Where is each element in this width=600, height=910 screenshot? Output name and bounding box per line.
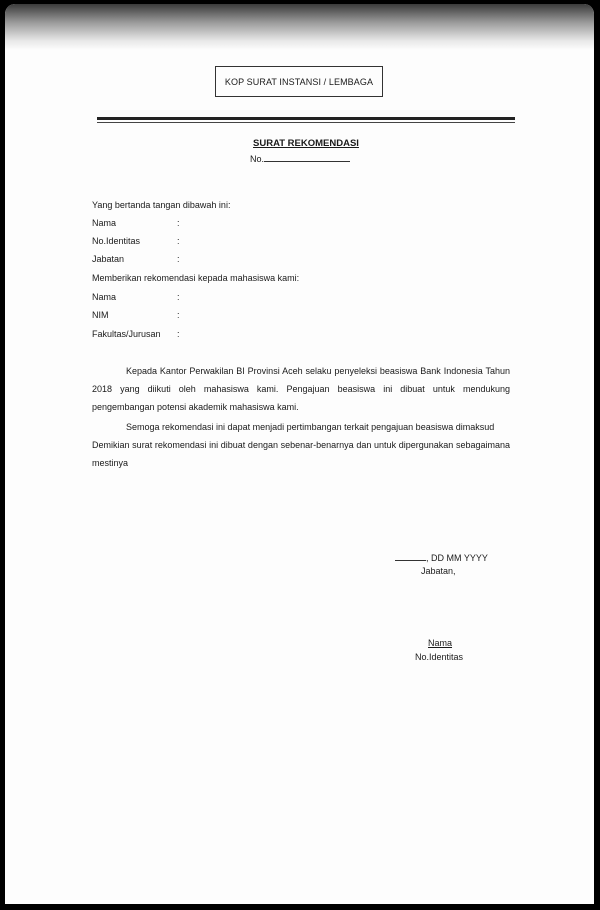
letter-number-blank [264, 152, 350, 162]
signature-date [395, 552, 488, 563]
letterhead-rule-thin [97, 122, 515, 123]
intro-student: Memberikan rekomendasi kepada mahasiswa kami: [92, 273, 300, 283]
letter-number [250, 152, 350, 164]
letterhead-box [215, 66, 383, 97]
body-paragraph-2-line1: Semoga rekomendasi ini dapat menjadi pertimbangan terkait pengajuan beasiswa dimaksud [126, 422, 495, 432]
signer-field-nama-colon: : [177, 218, 180, 228]
intro-signer: Yang bertanda tangan dibawah ini: [92, 200, 231, 210]
letter-title: SURAT REKOMENDASI [253, 138, 359, 149]
letterhead-text: KOP SURAT INSTANSI / LEMBAGA [224, 76, 374, 87]
signature-nama: Nama [428, 638, 453, 648]
student-field-fakultas-colon: : [177, 329, 180, 339]
body-paragraph-2-rest: Demikian surat rekomendasi ini dibuat dengan sebenar-benarnya dan untuk dipergunakan sebagaimana mestinya [92, 440, 510, 468]
signer-field-identitas-colon: : [177, 236, 180, 246]
signature-place-blank [395, 552, 426, 561]
signature-jabatan: Jabatan, [421, 566, 456, 576]
signature-no-identitas: No.Identitas [415, 652, 464, 662]
student-field-nama-colon: : [177, 292, 180, 302]
signer-field-nama-label: Nama [92, 218, 117, 228]
body-paragraph-1: Kepada Kantor Perwakilan BI Provinsi Aceh selaku penyeleksi beasiswa Bank Indonesia Tahun 2018 yang diikuti oleh mahasiswa kami. Pengajuan beasiswa ini dibuat untuk mendukung pengembangan potensi akademik mahasiswa kami. [92, 366, 510, 412]
letterhead-rule-thick [97, 117, 515, 120]
top-shadow [5, 4, 594, 50]
student-field-nim-label: NIM [92, 310, 109, 320]
letter-number-label: No. [250, 154, 265, 164]
signer-field-jabatan-label: Jabatan [92, 254, 125, 264]
student-field-nama-label: Nama [92, 292, 117, 302]
signer-field-identitas-label: No.Identitas [92, 236, 141, 246]
signature-date-text: , DD MM YYYY [426, 553, 488, 563]
student-field-nim-colon: : [177, 310, 180, 320]
signer-field-jabatan-colon: : [177, 254, 180, 264]
student-field-fakultas-label: Fakultas/Jurusan [92, 329, 161, 339]
